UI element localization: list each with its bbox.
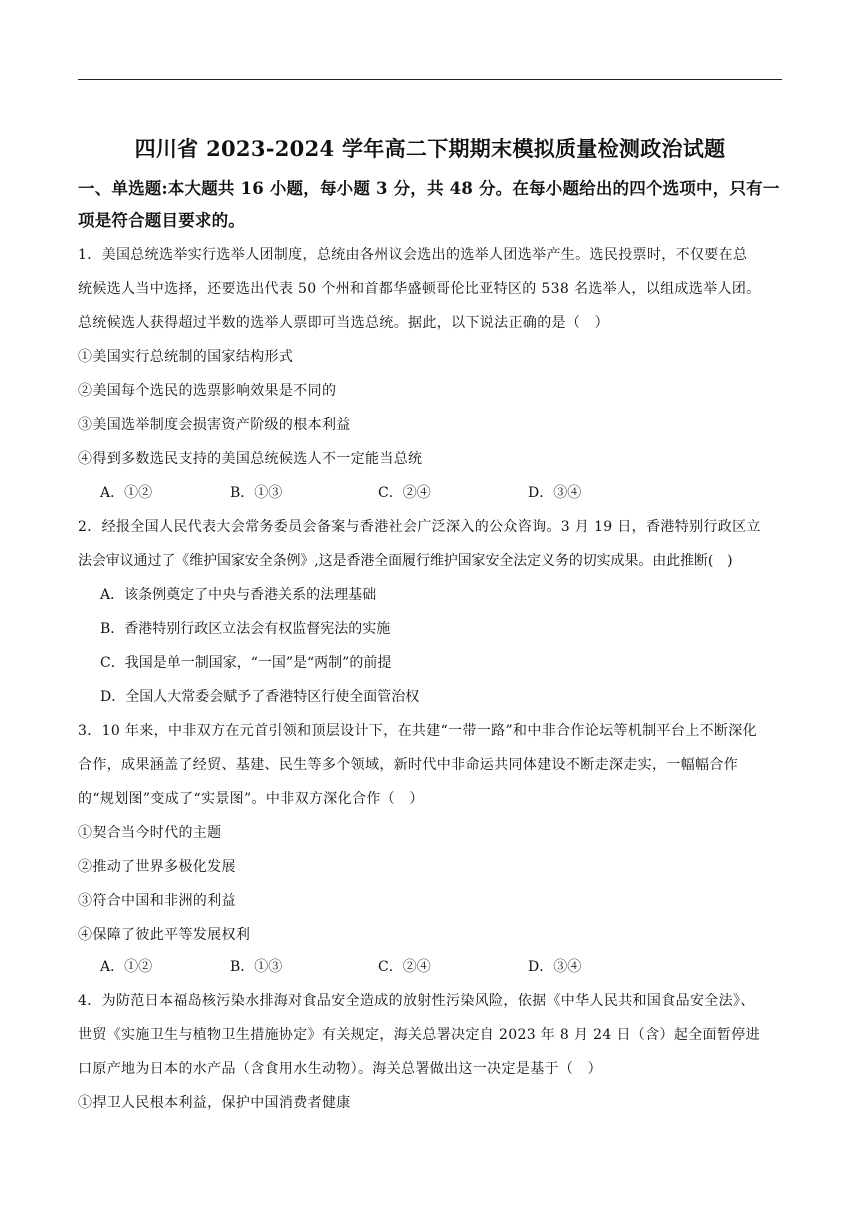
q1-stem-line: 总统候选人获得超过半数的选举人票即可当选总统。据此，以下说法正确的是（ ）	[78, 315, 609, 331]
q1-stem-line: 统候选人当中选择，还要选出代表 50 个州和首都华盛顿哥伦比亚特区的 538 名选举人，以组成选举人团。	[78, 281, 761, 297]
q2-stem-line: 法会审议通过了《维护国家安全条例》,这是香港全面履行维护国家安全法定义务的切实成果。由此推断( )	[78, 553, 733, 569]
q1-stem-line: 1．美国总统选举实行选举人团制度，总统由各州议会选出的选举人团选举产生。选民投票时，不仅要在总	[78, 247, 748, 263]
q3-item: ②推动了世界多极化发展	[78, 859, 236, 875]
q2-choice-a: A．该条例奠定了中央与香港关系的法理基础	[100, 587, 377, 603]
q1-option-c: C．②④	[378, 485, 431, 501]
q1-option-a: A．①②	[100, 485, 153, 501]
q3-item: ④保障了彼此平等发展权利	[78, 927, 251, 943]
q1-item: ②美国每个选民的选票影响效果是不同的	[78, 383, 337, 399]
q4-stem-line: 世贸《实施卫生与植物卫生措施协定》有关规定，海关总署决定自 2023 年 8 月 24 日（含）起全面暂停进	[78, 1027, 760, 1043]
q3-option-c: C．②④	[378, 959, 431, 975]
q1-item: ①美国实行总统制的国家结构形式	[78, 349, 294, 365]
q3-stem-line: 3．10 年来，中非双方在元首引领和顶层设计下，在共建“一带一路”和中非合作论坛等机制平台上不断深化	[78, 723, 757, 739]
q3-option-d: D．③④	[528, 959, 582, 975]
q1-option-d: D．③④	[528, 485, 582, 501]
q4-stem-line: 4．为防范日本福岛核污染水排海对食品安全造成的放射性污染风险，依据《中华人民共和国食品安全法》、	[78, 993, 755, 1009]
q3-stem-line: 的“规划图”变成了“实景图”。中非双方深化合作（ ）	[78, 791, 424, 807]
q3-option-b: B．①③	[230, 959, 283, 975]
q2-choice-d: D．全国人大常委会赋予了香港特区行使全面管治权	[100, 689, 420, 705]
page-title: 四川省 2023-2024 学年高二下期期末模拟质量检测政治试题	[134, 136, 726, 161]
q1-option-b: B．①③	[230, 485, 283, 501]
q4-stem-line: 口原产地为日本的水产品（含食用水生动物）。海关总署做出这一决定是基于（ ）	[78, 1061, 602, 1077]
q3-item: ①契合当今时代的主题	[78, 825, 222, 841]
section-heading-line-1: 一、单选题:本大题共 16 小题，每小题 3 分，共 48 分。在每小题给出的四个选项中，只有一	[78, 179, 780, 198]
q3-stem-line: 合作，成果涵盖了经贸、基建、民生等多个领域，新时代中非命运共同体建设不断走深走实，一幅幅合作	[78, 757, 739, 773]
q3-item: ③符合中国和非洲的利益	[78, 893, 236, 909]
q1-item: ③美国选举制度会损害资产阶级的根本利益	[78, 417, 351, 433]
q4-item: ①捍卫人民根本利益，保护中国消费者健康	[78, 1095, 351, 1111]
q2-choice-b: B．香港特别行政区立法会有权监督宪法的实施	[100, 621, 391, 637]
q3-option-a: A．①②	[100, 959, 153, 975]
header-rule	[78, 79, 782, 80]
q1-item: ④得到多数选民支持的美国总统候选人不一定能当总统	[78, 451, 423, 467]
section-heading-line-2: 项是符合题目要求的。	[78, 211, 245, 230]
q2-stem-line: 2．经报全国人民代表大会常务委员会备案与香港社会广泛深入的公众咨询。3 月 19 日，香港特别行政区立	[78, 519, 761, 535]
q2-choice-c: C．我国是单一制国家，“一国”是“两制”的前提	[100, 655, 392, 671]
